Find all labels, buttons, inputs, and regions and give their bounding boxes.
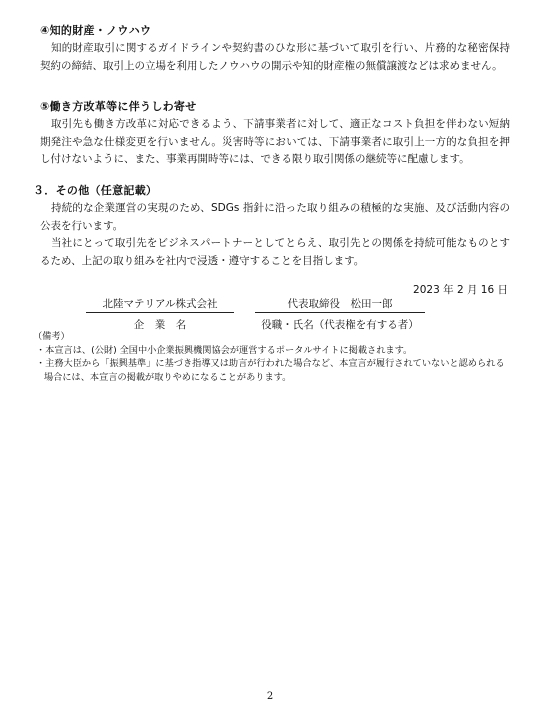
representative-label: 役職・氏名（代表権を有する者） xyxy=(261,319,419,331)
notes-list xyxy=(33,344,513,385)
company-label: 企 業 名 xyxy=(133,319,187,331)
declaration-date: 2023 年 2 月 16 日 xyxy=(413,284,508,296)
paragraph: 当社にとって取引先をビジネスパートナーとしてとらえ、取引先との関係を持続可能なものとするため、上記の取り組みを社内で浸透・遵守することを目指します。 xyxy=(40,237,510,267)
section-body-work-style xyxy=(40,116,510,169)
company-signature xyxy=(86,296,234,332)
section-body-knowhow xyxy=(40,40,510,75)
section-heading-other: ３．その他（任意記載） xyxy=(33,184,158,197)
note-item: ・主務大臣から「振興基準」に基づき指導又は助言が行われた場合など、本宣言が履行されていないと認められる場合には、本宣言の掲載が取りやめになることがあります。 xyxy=(36,358,505,383)
notes-title: （備考） xyxy=(33,331,70,342)
company-name: 北陸マテリアル株式会社 xyxy=(86,296,234,313)
section-heading-work-style: ⑤働き方改革等に伴うしわ寄せ xyxy=(40,100,197,113)
section-body-other xyxy=(40,200,510,270)
paragraph: 取引先も働き方改革に対応できるよう、下請事業者に対して、適正なコスト負担を伴わない短納期発注や急な仕様変更を行いません。災害時等においては、下請事業者に取引上一方的な負担を押し付けないように、また、事業再開時等には、できる限り取引関係の継続等に配慮します。 xyxy=(40,118,510,165)
note-item: ・本宣言は、(公財) 全国中小企業振興機関協会が運営するポータルサイトに掲載されます。 xyxy=(36,344,413,356)
paragraph: 持続的な企業運営の実現のため、SDGs 指針に沿った取り組みの積極的な実施、及び活動内容の公表を行います。 xyxy=(40,202,510,232)
page-number: 2 xyxy=(266,691,274,702)
section-heading-knowhow: ④知的財産・ノウハウ xyxy=(40,24,152,37)
paragraph: 知的財産取引に関するガイドラインや契約書のひな形に基づいて取引を行い、片務的な秘密保持契約の締結、取引上の立場を利用したノウハウの開示や知的財産権の無償譲渡などは求めません。 xyxy=(40,42,510,72)
notes-section xyxy=(33,330,513,384)
representative-signature xyxy=(255,296,425,332)
representative-name: 代表取締役 松田一郎 xyxy=(255,296,425,313)
